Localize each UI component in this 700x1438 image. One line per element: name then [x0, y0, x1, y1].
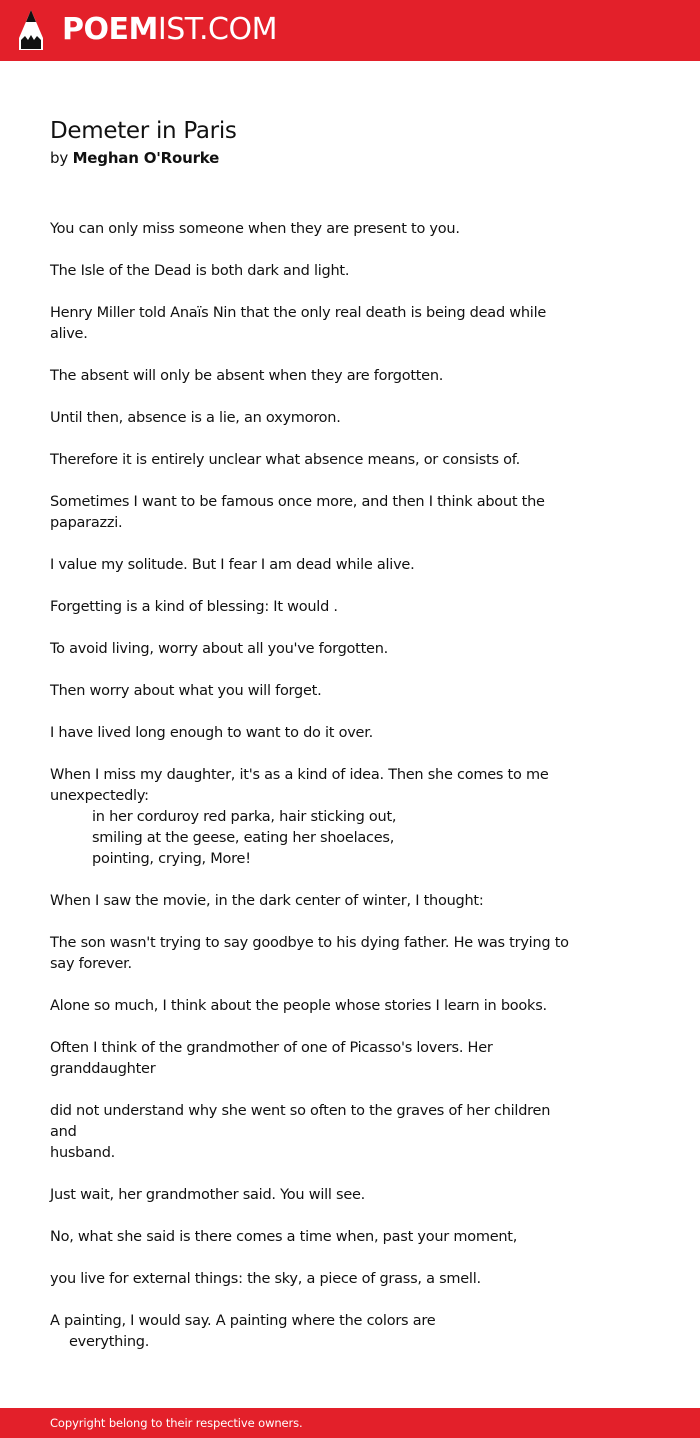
stanza — [50, 933, 580, 975]
poem-line: Henry Miller told Anaïs Nin that the only real death is being dead while — [50, 305, 547, 321]
poem-line-indented: everything. — [69, 1334, 150, 1350]
poem-line: Then worry about what you will forget. — [50, 683, 322, 699]
stanza — [50, 765, 580, 870]
stanza — [50, 303, 580, 345]
poem-line: granddaughter — [50, 1061, 156, 1077]
poem-line: Alone so much, I think about the people whose stories I learn in books. — [50, 998, 547, 1014]
stanza — [50, 597, 580, 618]
poem-line: Until then, absence is a lie, an oxymoron. — [50, 410, 341, 426]
stanza — [50, 1185, 580, 1206]
poem-line: say forever. — [50, 956, 132, 972]
poem-byline — [50, 146, 580, 170]
poem-line: The absent will only be absent when they are forgotten. — [50, 368, 444, 384]
logo-text-light: IST.COM — [157, 12, 277, 47]
poem-line: A painting, I would say. A painting where the colors are — [50, 1313, 436, 1329]
poem-line: You can only miss someone when they are present to you. — [50, 221, 460, 237]
stanza — [50, 366, 580, 387]
poem-line: I value my solitude. But I fear I am dead while alive. — [50, 557, 415, 573]
byline-prefix: by — [50, 149, 68, 167]
poem-line: Often I think of the grandmother of one of Picasso's lovers. Her — [50, 1040, 493, 1056]
poem-line: unexpectedly: — [50, 788, 149, 804]
poem-line: I have lived long enough to want to do it over. — [50, 725, 373, 741]
site-footer — [0, 1408, 700, 1438]
poem-body — [50, 219, 580, 1353]
stanza — [50, 261, 580, 282]
poem-line: Just wait, her grandmother said. You will see. — [50, 1187, 366, 1203]
author-name[interactable]: Meghan O'Rourke — [72, 149, 220, 167]
poem-line: paparazzi. — [50, 515, 123, 531]
poem-line: When I saw the movie, in the dark center of winter, I thought: — [50, 893, 484, 909]
stanza — [50, 219, 580, 240]
poem-line-indented: pointing, crying, More! — [92, 851, 251, 867]
site-header — [0, 0, 700, 61]
stanza — [50, 450, 580, 471]
stanza — [50, 1227, 580, 1248]
poem-line: When I miss my daughter, it's as a kind of idea. Then she comes to me — [50, 767, 549, 783]
copyright-notice: Copyright belong to their respective owners. — [50, 1416, 303, 1430]
stanza — [50, 996, 580, 1017]
pencil-tip-icon[interactable] — [17, 8, 45, 52]
stanza — [50, 639, 580, 660]
poem-line-indented: smiling at the geese, eating her shoelaces, — [92, 830, 395, 846]
stanza — [50, 891, 580, 912]
poem-line: To avoid living, worry about all you've forgotten. — [50, 641, 389, 657]
site-logo[interactable] — [62, 13, 277, 47]
poem-line: Sometimes I want to be famous once more, and then I think about the — [50, 494, 545, 510]
poem-content — [50, 116, 580, 1374]
poem-title: Demeter in Paris — [50, 118, 237, 144]
stanza — [50, 555, 580, 576]
stanza — [50, 492, 580, 534]
poem-line: The son wasn't trying to say goodbye to his dying father. He was trying to — [50, 935, 569, 951]
stanza — [50, 408, 580, 429]
poem-line: did not understand why she went so often to the graves of her children and — [50, 1103, 551, 1140]
stanza — [50, 1311, 580, 1353]
poem-line: The Isle of the Dead is both dark and light. — [50, 263, 350, 279]
poem-line-indented: in her corduroy red parka, hair sticking out, — [92, 809, 397, 825]
stanza — [50, 1269, 580, 1290]
poem-line: Forgetting is a kind of blessing: It would . — [50, 599, 338, 615]
poem-line: you live for external things: the sky, a piece of grass, a smell. — [50, 1271, 481, 1287]
stanza — [50, 1101, 580, 1164]
poem-line: husband. — [50, 1145, 116, 1161]
stanza — [50, 723, 580, 744]
stanza — [50, 1038, 580, 1080]
poem-line: No, what she said is there comes a time when, past your moment, — [50, 1229, 518, 1245]
stanza — [50, 681, 580, 702]
poem-line: alive. — [50, 326, 88, 342]
logo-text-bold: POEM — [62, 12, 158, 47]
poem-line: Therefore it is entirely unclear what absence means, or consists of. — [50, 452, 520, 468]
